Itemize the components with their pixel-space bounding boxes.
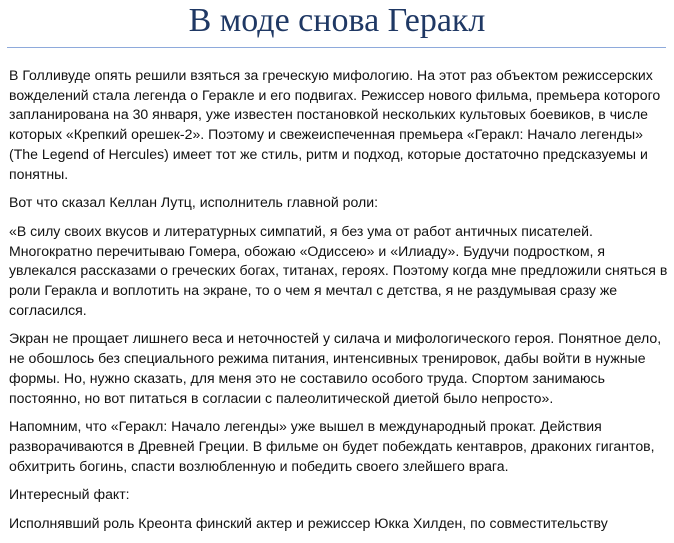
article-paragraph-release: Напомним, что «Геракл: Начало легенды» уже вышел в международный прокат. Действия разворачиваются в Древней Греции. В фильме он будет побеждать кентавров, драконих гигантов, обхитрить богинь, спасти возлюбленную и победить своего злейшего врага. bbox=[9, 418, 655, 474]
article-paragraph-quote-part-1: «В силу своих вкусов и литературных симпатий, я без ума от работ античных писателей. Многократно перечитываю Гомера, обожаю «Одиссею» и «Илиаду». Будучи подростком, я увлекался рассказами о греческих богах, титанах, героях. Поэтому когда мне предложили сняться в роли Геракла и воплотить на экране, то о чем я мечтал с детства, я не раздумывая сразу же согласился. bbox=[9, 222, 668, 318]
article-paragraph-fact-heading: Интересный факт: bbox=[9, 486, 130, 503]
title-divider bbox=[7, 47, 666, 48]
article-title: В моде снова Геракл bbox=[188, 2, 486, 39]
article-paragraph-fact: Исполнявший роль Креонта финский актер и режиссер Юкка Хилден, по совместительству bbox=[9, 515, 608, 532]
article-paragraph-quote-intro: Вот что сказал Келлан Лутц, исполнитель главной роли: bbox=[9, 194, 378, 211]
article-body bbox=[9, 66, 669, 543]
article-paragraph-intro: В Голливуде опять решили взяться за греческую мифологию. На этот раз объектом режиссерских вожделений стала легенда о Геракле и его подвигах. Режиссер нового фильма, премьера которого запланирована на 30 января, уже известен постановкой нескольких культовых боевиков, в числе которых «Крепкий орешек-2». Поэтому и свежеиспеченная премьера «Геракл: Начало легенды» (The Legend of Hercules) имеет тот же стиль, ритм и подход, которые достаточно предсказуемы и понятны. bbox=[9, 67, 661, 182]
article-paragraph-quote-part-2: Экран не прощает лишнего веса и неточностей у силача и мифологического героя. Понятное дело, не обошлось без специального режима питания, интенсивных тренировок, дабы войти в нужные формы. Но, нужно сказать, для меня это не составило особого труда. Спортом занимаюсь постоянно, но вот питаться в согласии с палеолитической диетой было непросто». bbox=[9, 330, 662, 406]
